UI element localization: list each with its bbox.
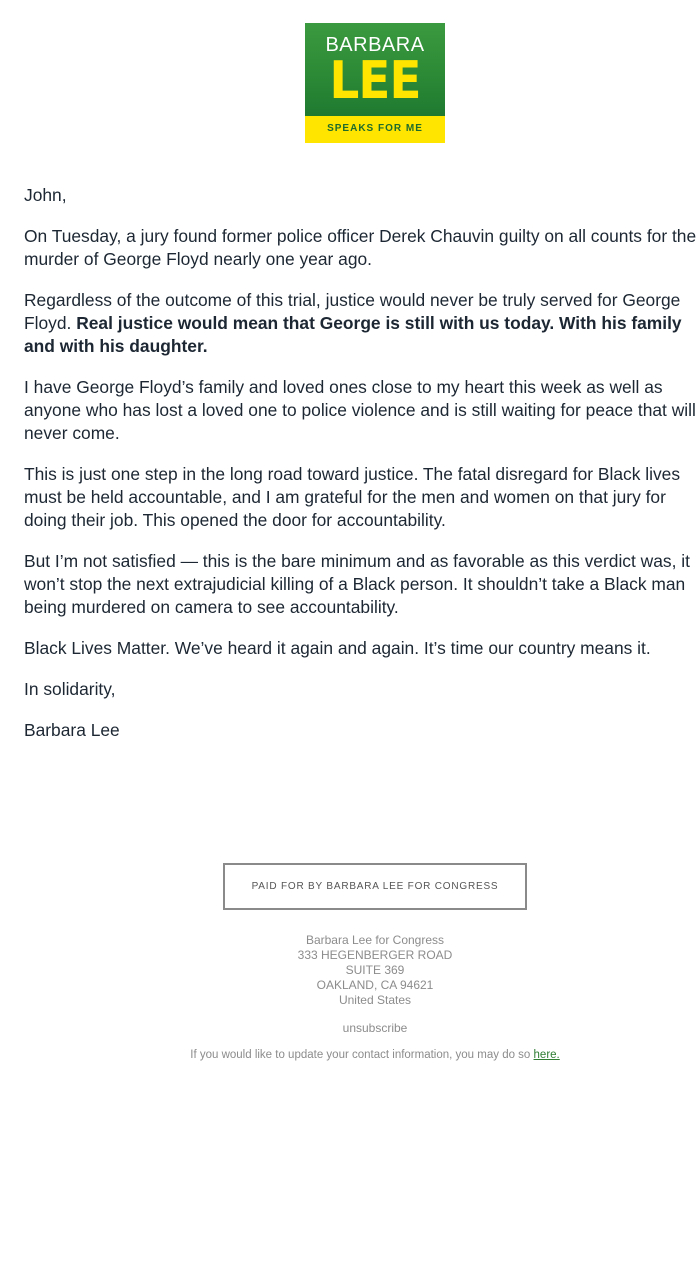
paragraph-verdict-line-2: murder of George Floyd nearly one year ago. — [24, 249, 372, 269]
paragraph-blm: Black Lives Matter. We’ve heard it again and again. It’s time our country means it. — [24, 638, 651, 658]
footer-street: 333 HEGENBERGER ROAD — [297, 948, 453, 962]
mailing-address — [0, 933, 700, 1008]
paragraph-step-line-2: must be held accountable, and I am grateful for the men and women on that jury for — [24, 487, 666, 507]
paragraph-not-satisfied-line-2: won’t stop the next extrajudicial killing of a Black person. It shouldn’t take a Black man — [24, 574, 686, 594]
paragraph-not-satisfied-line-3: being murdered on camera to see accountability. — [24, 597, 399, 617]
greeting: John, — [24, 185, 67, 205]
logo-last-name: LEE — [329, 51, 421, 111]
paid-for-disclaimer — [223, 863, 527, 910]
footer-country: United States — [338, 993, 412, 1007]
update-contact-info — [0, 1048, 700, 1063]
paid-for-text: PAID FOR BY BARBARA LEE FOR CONGRESS — [251, 881, 499, 892]
footer-suite: SUITE 369 — [345, 963, 405, 977]
paragraph-justice-bold-2: and with his daughter. — [24, 336, 208, 356]
paragraph-justice-line-1: Regardless of the outcome of this trial, justice would never be truly served for George — [24, 290, 681, 310]
closing: In solidarity, — [24, 679, 116, 699]
paragraph-family-line-2: anyone who has lost a loved one to police violence and is still waiting for peace that will — [24, 400, 696, 420]
paragraph-family-line-1: I have George Floyd’s family and loved ones close to my heart this week as well as — [24, 377, 663, 397]
paragraph-verdict-line-1: On Tuesday, a jury found former police officer Derek Chauvin guilty on all counts for the — [24, 226, 697, 246]
signature: Barbara Lee — [24, 720, 120, 740]
paragraph-justice-bold-1: Real justice would mean that George is still with us today. With his family — [76, 313, 682, 333]
paragraph-step-line-3: doing their job. This opened the door for accountability. — [24, 510, 446, 530]
paragraph-justice-line-2: Floyd. — [24, 313, 72, 333]
paragraph-step — [24, 463, 700, 532]
paragraph-family — [24, 376, 700, 445]
update-contact-text: If you would like to update your contact information, you may do so — [190, 1049, 531, 1061]
logo-tagline: SPEAKS FOR ME — [327, 123, 423, 134]
footer-city: OAKLAND, CA 94621 — [316, 978, 434, 992]
logo-first-name: BARBARA — [325, 34, 425, 56]
footer-org: Barbara Lee for Congress — [305, 933, 445, 947]
email-body — [24, 184, 700, 760]
paragraph-justice — [24, 289, 700, 358]
unsubscribe-link[interactable]: unsubscribe — [342, 1021, 408, 1035]
update-contact-link[interactable]: here. — [533, 1049, 560, 1061]
paragraph-verdict — [24, 225, 700, 271]
paragraph-not-satisfied — [24, 550, 700, 619]
campaign-logo — [305, 23, 445, 143]
paragraph-family-line-3: never come. — [24, 423, 120, 443]
paragraph-not-satisfied-line-1: But I’m not satisfied — this is the bare minimum and as favorable as this verdict was, it — [24, 551, 690, 571]
footer — [0, 933, 700, 1063]
paragraph-step-line-1: This is just one step in the long road toward justice. The fatal disregard for Black lives — [24, 464, 681, 484]
